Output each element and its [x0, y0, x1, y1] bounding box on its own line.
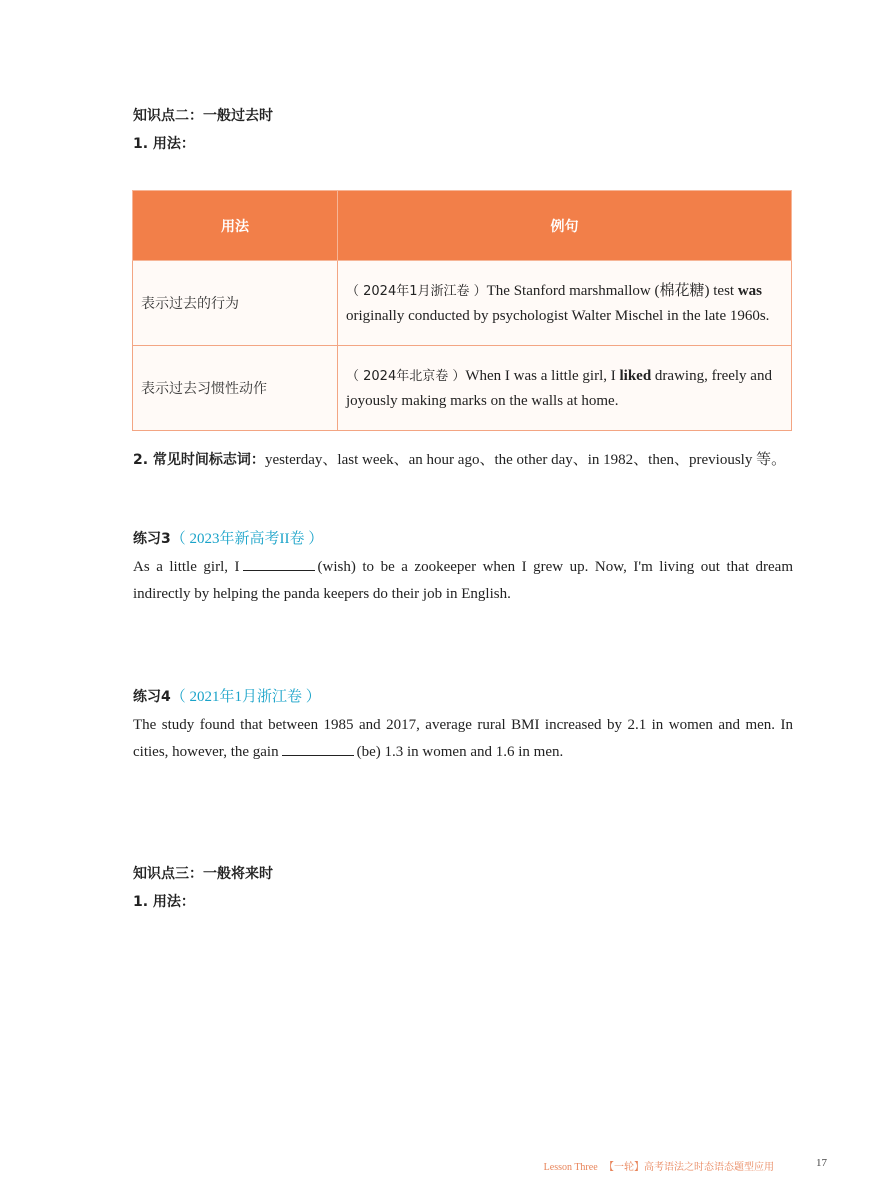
- answer-blank[interactable]: [282, 741, 354, 756]
- exercise-3-title: [133, 527, 323, 548]
- table-header-example: 例句: [338, 191, 792, 261]
- table-header-row: [133, 191, 792, 261]
- footer-title: 【一轮】高考语法之时态语态题型应用: [604, 1162, 774, 1173]
- exercise-4-title: [133, 685, 321, 706]
- example-text: When I was a little girl, I: [465, 367, 620, 384]
- exercise-text: (be) 1.3 in women and 1.6 in men.: [356, 744, 564, 760]
- example-source: （ 2024年1月浙江卷 ）: [346, 283, 487, 299]
- example-cell: [338, 346, 792, 431]
- example-verb: liked: [619, 367, 652, 384]
- table-header-usage: 用法: [133, 191, 338, 261]
- time-markers-text: yesterday、last week、an hour ago、the other day、in 1982、then、previously 等。: [264, 452, 787, 468]
- page-number: 17: [816, 1157, 827, 1169]
- footer-lesson: Lesson Three: [543, 1162, 598, 1173]
- section-heading-past-simple: 知识点二：一般过去时: [133, 108, 273, 124]
- example-text: The Stanford marshmallow (棉花糖) test: [486, 282, 738, 299]
- time-markers: [133, 447, 793, 474]
- time-markers-label: 2. 常见时间标志词：: [133, 452, 265, 468]
- table-row: [133, 261, 792, 346]
- usage-subheading: 1. 用法：: [133, 894, 195, 910]
- exercise-3-label: 练习3: [133, 531, 171, 547]
- exercise-text: As a little girl, I: [133, 559, 240, 575]
- example-text: originally conducted by psychologist Walter Mischel in the late 1960s.: [346, 307, 770, 324]
- exercise-4-label: 练习4: [133, 689, 171, 705]
- usage-cell: 表示过去习惯性动作: [133, 346, 338, 431]
- exercise-text: (wish) to be a zookeeper when I grew up. Now, I'm living out that dream indirectly by helping the panda keepers do their job in English.: [133, 559, 793, 602]
- section-heading-future-simple: 知识点三：一般将来时: [133, 866, 273, 882]
- usage-table: [132, 190, 792, 431]
- answer-blank[interactable]: [243, 556, 315, 571]
- example-text: drawing, freely and joyously making marks on the walls at home.: [346, 367, 772, 409]
- exercise-4-source: （ 2021年1月浙江卷 ）: [170, 689, 321, 705]
- page-footer: [544, 1158, 774, 1173]
- exercise-3-source: （ 2023年新高考II卷 ）: [170, 531, 324, 547]
- usage-cell: 表示过去的行为: [133, 261, 338, 346]
- exercise-text: The study found that between 1985 and 2017, average rural BMI increased by 2.1 in women and men. In cities, however, the gain: [133, 717, 793, 760]
- exercise-3-text: [133, 554, 793, 608]
- table-row: [133, 346, 792, 431]
- usage-subheading: 1. 用法：: [133, 136, 195, 152]
- exercise-4-text: [133, 712, 793, 766]
- example-cell: [338, 261, 792, 346]
- example-source: （ 2024年北京卷 ）: [346, 368, 466, 384]
- example-verb: was: [737, 282, 762, 299]
